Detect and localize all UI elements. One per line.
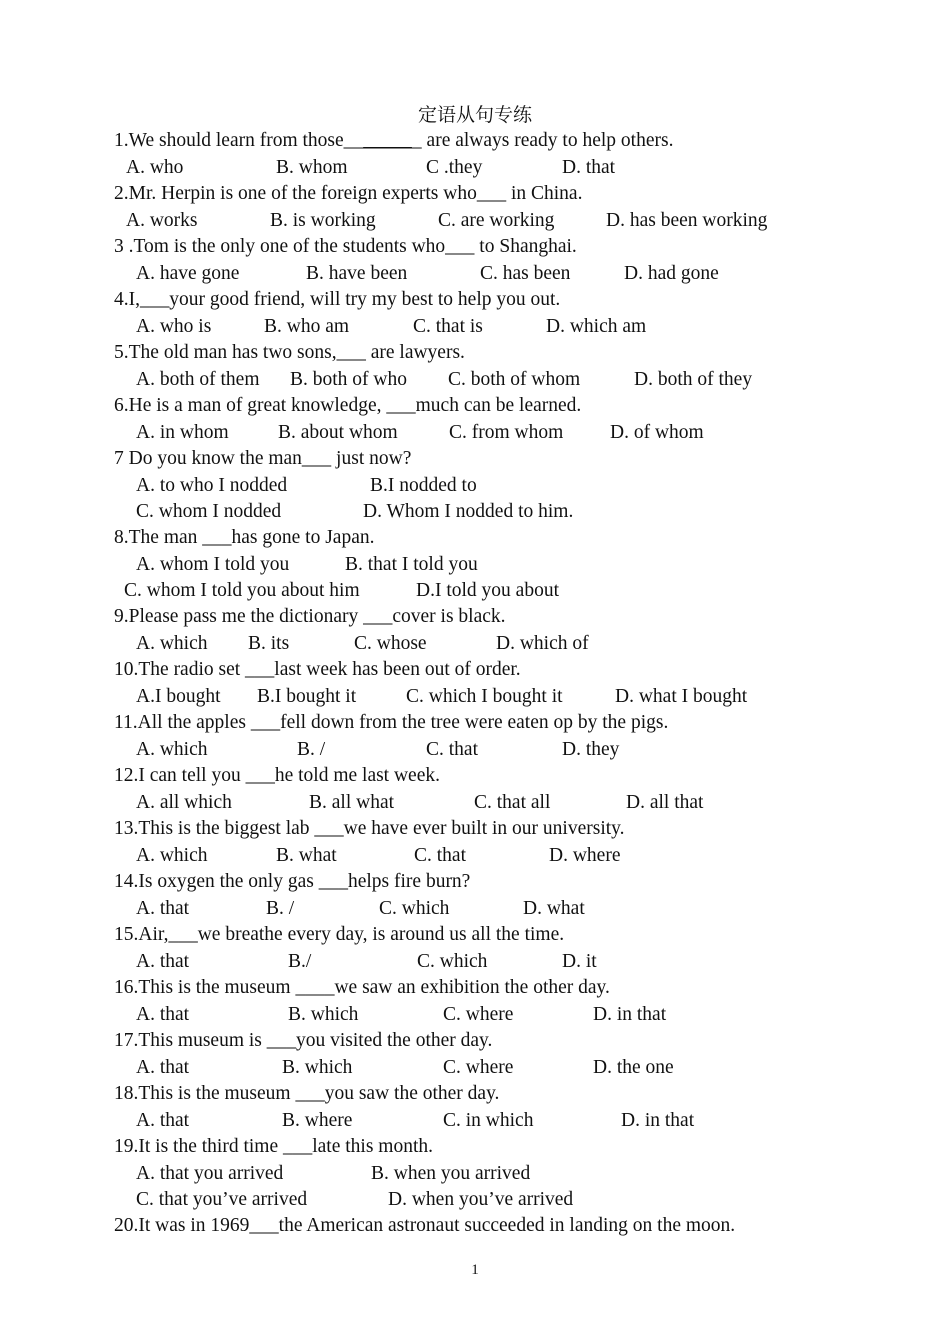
question-5-option-c: C. both of whom xyxy=(448,369,581,390)
question-19-option-c: C. that you’ve arrived xyxy=(136,1189,308,1210)
question-11-option-c: C. that xyxy=(426,739,478,760)
question-17-option-d: D. the one xyxy=(593,1057,674,1078)
question-5-option-a: A. both of them xyxy=(136,369,260,390)
question-2-option-c: C. are working xyxy=(438,210,555,231)
question-12-option-b: B. all what xyxy=(309,792,395,813)
question-10-option-b: B.I bought it xyxy=(257,686,357,707)
question-10-option-d: D. what I bought xyxy=(615,686,748,707)
question-11-option-b: B. / xyxy=(297,739,326,760)
question-18-option-b: B. where xyxy=(282,1110,353,1131)
question-18-option-d: D. in that xyxy=(621,1110,695,1131)
question-19-stem: 19.It is the third time ___late this month. xyxy=(114,1136,434,1157)
question-3-option-a: A. have gone xyxy=(136,263,240,284)
question-5-option-d: D. both of they xyxy=(634,369,753,390)
question-20-stem: 20.It was in 1969___the American astronaut succeeded in landing on the moon. xyxy=(114,1215,736,1236)
question-6-stem: 6.He is a man of great knowledge, ___much can be learned. xyxy=(114,395,582,416)
question-9-option-a: A. which xyxy=(136,633,208,654)
question-1-stem-text: 1.We should learn from those__ xyxy=(114,130,364,151)
question-8-stem: 8.The man ___has gone to Japan. xyxy=(114,527,375,548)
question-19-option-b: B. when you arrived xyxy=(371,1163,531,1184)
question-14-option-d: D. what xyxy=(523,898,585,919)
question-16-option-a: A. that xyxy=(136,1004,190,1025)
question-19-option-a: A. that you arrived xyxy=(136,1163,284,1184)
question-9-option-c: C. whose xyxy=(354,633,427,654)
question-17-option-c: C. where xyxy=(443,1057,514,1078)
question-18-stem: 18.This is the museum ___you saw the other day. xyxy=(114,1083,500,1104)
question-16-option-b: B. which xyxy=(288,1004,359,1025)
question-10-option-c: C. which I bought it xyxy=(406,686,563,707)
question-13-stem: 13.This is the biggest lab ___we have ever built in our university. xyxy=(114,818,625,839)
question-7-option-a: A. to who I nodded xyxy=(136,475,288,496)
question-1-blank: _____ xyxy=(363,130,412,151)
question-4-option-c: C. that is xyxy=(413,316,483,337)
question-13-option-b: B. what xyxy=(276,845,337,866)
question-17-option-b: B. which xyxy=(282,1057,353,1078)
question-16-option-d: D. in that xyxy=(593,1004,667,1025)
question-11-option-d: D. they xyxy=(562,739,620,760)
question-10-stem: 10.The radio set ___last week has been out of order. xyxy=(114,659,521,680)
question-13-option-d: D. where xyxy=(549,845,621,866)
question-4-option-b: B. who am xyxy=(264,316,350,337)
question-8-option-b: B. that I told you xyxy=(345,554,478,575)
question-16-stem: 16.This is the museum ____we saw an exhibition the other day. xyxy=(114,977,610,998)
question-13-option-c: C. that xyxy=(414,845,466,866)
question-14-stem: 14.Is oxygen the only gas ___helps fire burn? xyxy=(114,871,471,892)
question-9-option-b: B. its xyxy=(248,633,290,654)
question-6-option-b: B. about whom xyxy=(278,422,398,443)
question-8-option-a: A. whom I told you xyxy=(136,554,290,575)
question-2-option-d: D. has been working xyxy=(606,210,768,231)
question-18-option-c: C. in which xyxy=(443,1110,534,1131)
question-14-option-a: A. that xyxy=(136,898,190,919)
question-1-option-a: A. who xyxy=(126,157,184,178)
question-1-option-b: B. whom xyxy=(276,157,348,178)
question-8-option-c: C. whom I told you about him xyxy=(124,580,360,601)
question-14-option-b: B. / xyxy=(266,898,295,919)
question-4-stem: 4.I,___your good friend, will try my best to help you out. xyxy=(114,289,561,310)
question-2-option-b: B. is working xyxy=(270,210,376,231)
question-6-option-a: A. in whom xyxy=(136,422,229,443)
question-3-option-d: D. had gone xyxy=(624,263,719,284)
question-6-option-d: D. of whom xyxy=(610,422,704,443)
question-15-option-b: B./ xyxy=(288,951,312,972)
question-9-stem: 9.Please pass me the dictionary ___cover is black. xyxy=(114,606,506,627)
question-2-stem: 2.Mr. Herpin is one of the foreign experts who___ in China. xyxy=(114,183,583,204)
question-3-option-b: B. have been xyxy=(306,263,408,284)
question-2-option-a: A. works xyxy=(126,210,198,231)
question-5-option-b: B. both of who xyxy=(290,369,407,390)
question-7-option-d: D. Whom I nodded to him. xyxy=(363,501,574,522)
question-4-option-a: A. who is xyxy=(136,316,212,337)
question-8-option-d: D.I told you about xyxy=(416,580,559,601)
question-7-option-c: C. whom I nodded xyxy=(136,501,282,522)
question-15-option-a: A. that xyxy=(136,951,190,972)
question-18-option-a: A. that xyxy=(136,1110,190,1131)
question-3-option-c: C. has been xyxy=(480,263,571,284)
question-14-option-c: C. which xyxy=(379,898,450,919)
question-4-option-d: D. which am xyxy=(546,316,647,337)
page-title: 定语从句专练 xyxy=(417,104,532,126)
question-3-stem: 3 .Tom is the only one of the students who___ to Shanghai. xyxy=(114,236,577,257)
question-1-option-c: C .they xyxy=(426,157,483,178)
question-16-option-c: C. where xyxy=(443,1004,514,1025)
page-number: 1 xyxy=(471,1262,479,1278)
question-15-option-d: D. it xyxy=(562,951,597,972)
question-17-stem: 17.This museum is ___you visited the other day. xyxy=(114,1030,493,1051)
question-9-option-d: D. which of xyxy=(496,633,589,654)
question-12-stem: 12.I can tell you ___he told me last week. xyxy=(114,765,440,786)
question-11-stem: 11.All the apples ___fell down from the tree were eaten op by the pigs. xyxy=(114,712,669,733)
question-1-option-d: D. that xyxy=(562,157,616,178)
question-7-stem: 7 Do you know the man___ just now? xyxy=(114,448,412,469)
question-10-option-a: A.I bought xyxy=(136,686,221,707)
question-15-option-c: C. which xyxy=(417,951,488,972)
question-1-stem-tail: _ are always ready to help others. xyxy=(411,130,674,151)
question-5-stem: 5.The old man has two sons,___ are lawyers. xyxy=(114,342,465,363)
question-15-stem: 15.Air,___we breathe every day, is around us all the time. xyxy=(114,924,565,945)
question-17-option-a: A. that xyxy=(136,1057,190,1078)
question-7-option-b: B.I nodded to xyxy=(370,475,477,496)
question-12-option-c: C. that all xyxy=(474,792,551,813)
question-13-option-a: A. which xyxy=(136,845,208,866)
question-12-option-a: A. all which xyxy=(136,792,232,813)
question-12-option-d: D. all that xyxy=(626,792,704,813)
question-19-option-d: D. when you’ve arrived xyxy=(388,1189,574,1210)
question-1-stem xyxy=(114,128,673,154)
question-11-option-a: A. which xyxy=(136,739,208,760)
question-6-option-c: C. from whom xyxy=(449,422,564,443)
